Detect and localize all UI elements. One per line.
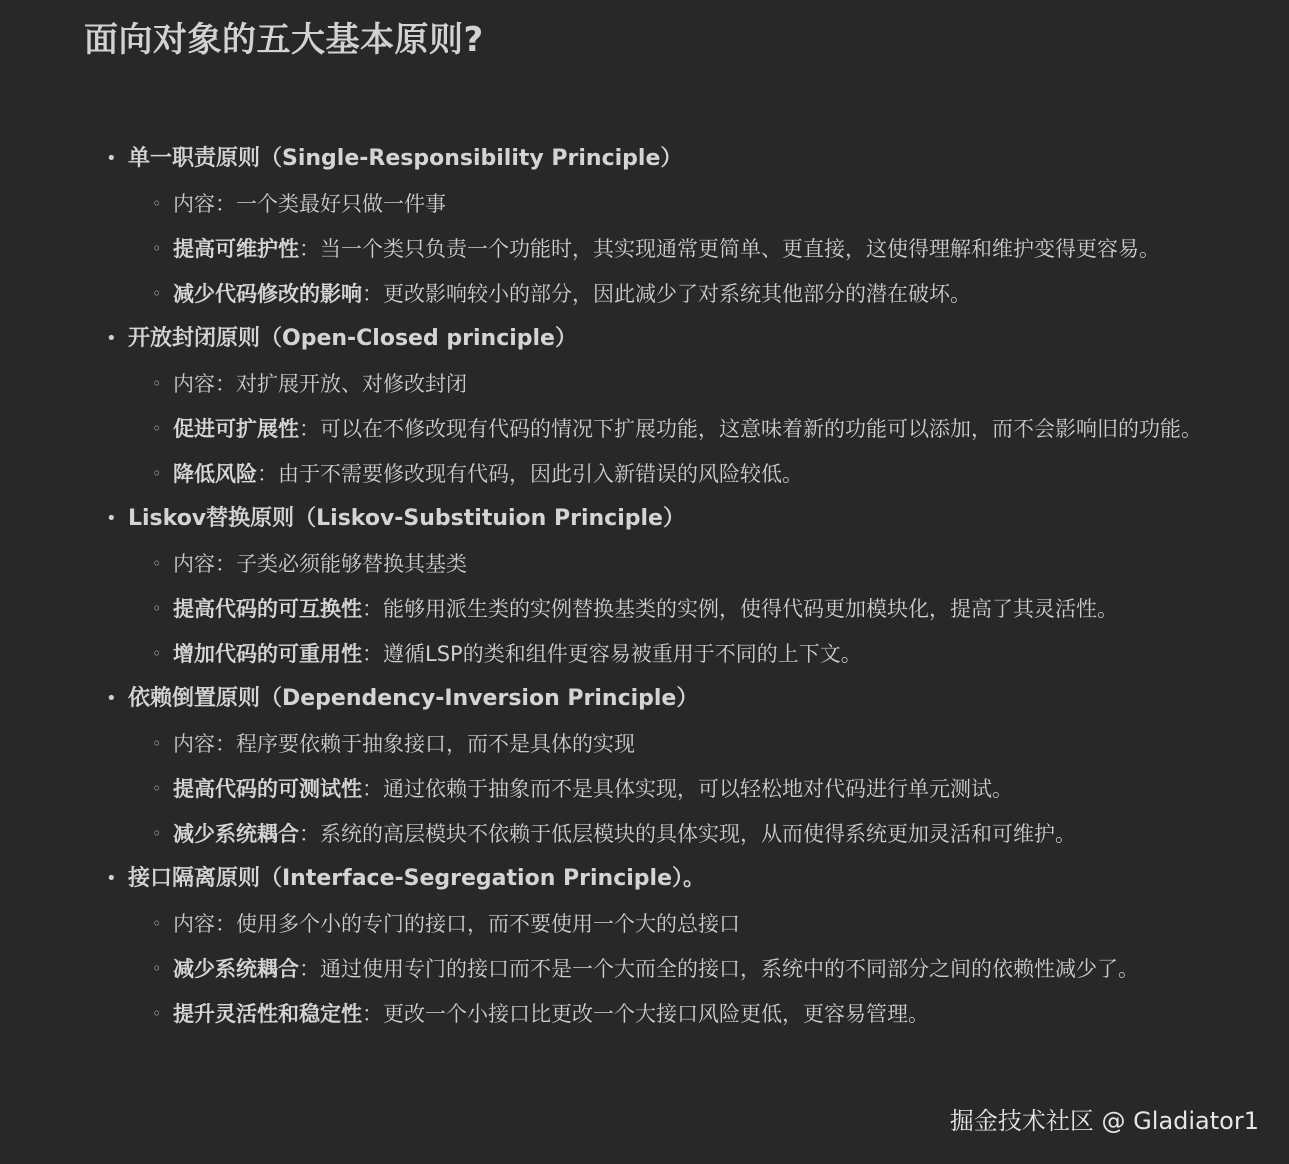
item-separator: ： <box>299 416 320 441</box>
section-heading: • Liskov替换原则（Liskov-Substituion Principle） <box>106 496 1226 541</box>
item-separator: ： <box>215 551 236 576</box>
section-srp <box>106 136 1226 316</box>
item-key: 提高可维护性 <box>173 236 299 261</box>
section-isp <box>106 856 1226 1036</box>
item-text: 可以在不修改现有代码的情况下扩展功能，这意味着新的功能可以添加，而不会影响旧的功能。 <box>320 416 1202 441</box>
section-ocp <box>106 316 1226 496</box>
item-separator: ： <box>299 956 320 981</box>
section-dip <box>106 676 1226 856</box>
item-key: 促进可扩展性 <box>173 416 299 441</box>
item-label: 内容 <box>173 551 215 576</box>
item-key: 降低风险 <box>173 461 257 486</box>
list-item <box>106 586 1213 631</box>
item-label: 内容 <box>173 731 215 756</box>
list-item <box>106 631 1213 676</box>
list-item <box>106 361 1213 406</box>
list-item <box>106 541 1213 586</box>
item-text: 通过依赖于抽象而不是具体实现，可以轻松地对代码进行单元测试。 <box>383 776 1013 801</box>
item-text: 子类必须能够替换其基类 <box>236 551 467 576</box>
item-text: 对扩展开放、对修改封闭 <box>236 371 467 396</box>
sub-list <box>106 181 1226 316</box>
watermark: 掘金技术社区 @ Gladiator1 <box>949 1107 1259 1135</box>
item-text: 遵循LSP的类和组件更容易被重用于不同的上下文。 <box>383 641 862 666</box>
item-text: 由于不需要修改现有代码，因此引入新错误的风险较低。 <box>278 461 803 486</box>
item-separator: ： <box>362 1001 383 1026</box>
page-title: 面向对象的五大基本原则? <box>84 20 484 60</box>
item-text: 更改影响较小的部分，因此减少了对系统其他部分的潜在破坏。 <box>383 281 971 306</box>
item-label: 内容 <box>173 911 215 936</box>
item-key: 提高代码的可互换性 <box>173 596 362 621</box>
item-key: 提升灵活性和稳定性 <box>173 1001 362 1026</box>
item-separator: ： <box>215 731 236 756</box>
item-separator: ： <box>362 596 383 621</box>
item-text: 一个类最好只做一件事 <box>236 191 446 216</box>
list-item <box>106 991 1213 1036</box>
list-item <box>106 766 1213 811</box>
item-text: 系统的高层模块不依赖于低层模块的具体实现，从而使得系统更加灵活和可维护。 <box>320 821 1076 846</box>
item-key: 减少代码修改的影响 <box>173 281 362 306</box>
section-heading: • 依赖倒置原则（Dependency-Inversion Principle） <box>106 676 1226 721</box>
sub-list <box>106 361 1226 496</box>
item-separator: ： <box>362 776 383 801</box>
item-text: 程序要依赖于抽象接口，而不是具体的实现 <box>236 731 635 756</box>
item-text: 通过使用专门的接口而不是一个大而全的接口，系统中的不同部分之间的依赖性减少了。 <box>320 956 1139 981</box>
list-item <box>106 226 1213 271</box>
list-item <box>106 451 1213 496</box>
item-key: 减少系统耦合 <box>173 956 299 981</box>
list-item <box>106 946 1213 991</box>
item-separator: ： <box>299 236 320 261</box>
item-separator: ： <box>215 911 236 936</box>
list-item <box>106 181 1213 226</box>
section-heading: • 单一职责原则（Single-Responsibility Principle） <box>106 136 1226 181</box>
section-lsp <box>106 496 1226 676</box>
item-key: 提高代码的可测试性 <box>173 776 362 801</box>
list-item <box>106 721 1213 766</box>
item-label: 内容 <box>173 371 215 396</box>
item-separator: ： <box>299 821 320 846</box>
sub-list <box>106 901 1226 1036</box>
item-separator: ： <box>257 461 278 486</box>
principles-list <box>106 136 1226 1036</box>
item-key: 增加代码的可重用性 <box>173 641 362 666</box>
list-item <box>106 271 1213 316</box>
list-item <box>106 901 1213 946</box>
section-heading: • 开放封闭原则（Open-Closed principle） <box>106 316 1226 361</box>
item-separator: ： <box>362 641 383 666</box>
item-separator: ： <box>215 191 236 216</box>
sub-list <box>106 721 1226 856</box>
item-text: 当一个类只负责一个功能时，其实现通常更简单、更直接，这使得理解和维护变得更容易。 <box>320 236 1160 261</box>
item-separator: ： <box>362 281 383 306</box>
item-label: 内容 <box>173 191 215 216</box>
section-heading: • 接口隔离原则（Interface-Segregation Principle）。 <box>106 856 1226 901</box>
item-text: 使用多个小的专门的接口，而不要使用一个大的总接口 <box>236 911 740 936</box>
list-item <box>106 406 1213 451</box>
sub-list <box>106 541 1226 676</box>
item-key: 减少系统耦合 <box>173 821 299 846</box>
item-text: 更改一个小接口比更改一个大接口风险更低，更容易管理。 <box>383 1001 929 1026</box>
list-item <box>106 811 1213 856</box>
item-separator: ： <box>215 371 236 396</box>
item-text: 能够用派生类的实例替换基类的实例，使得代码更加模块化，提高了其灵活性。 <box>383 596 1118 621</box>
